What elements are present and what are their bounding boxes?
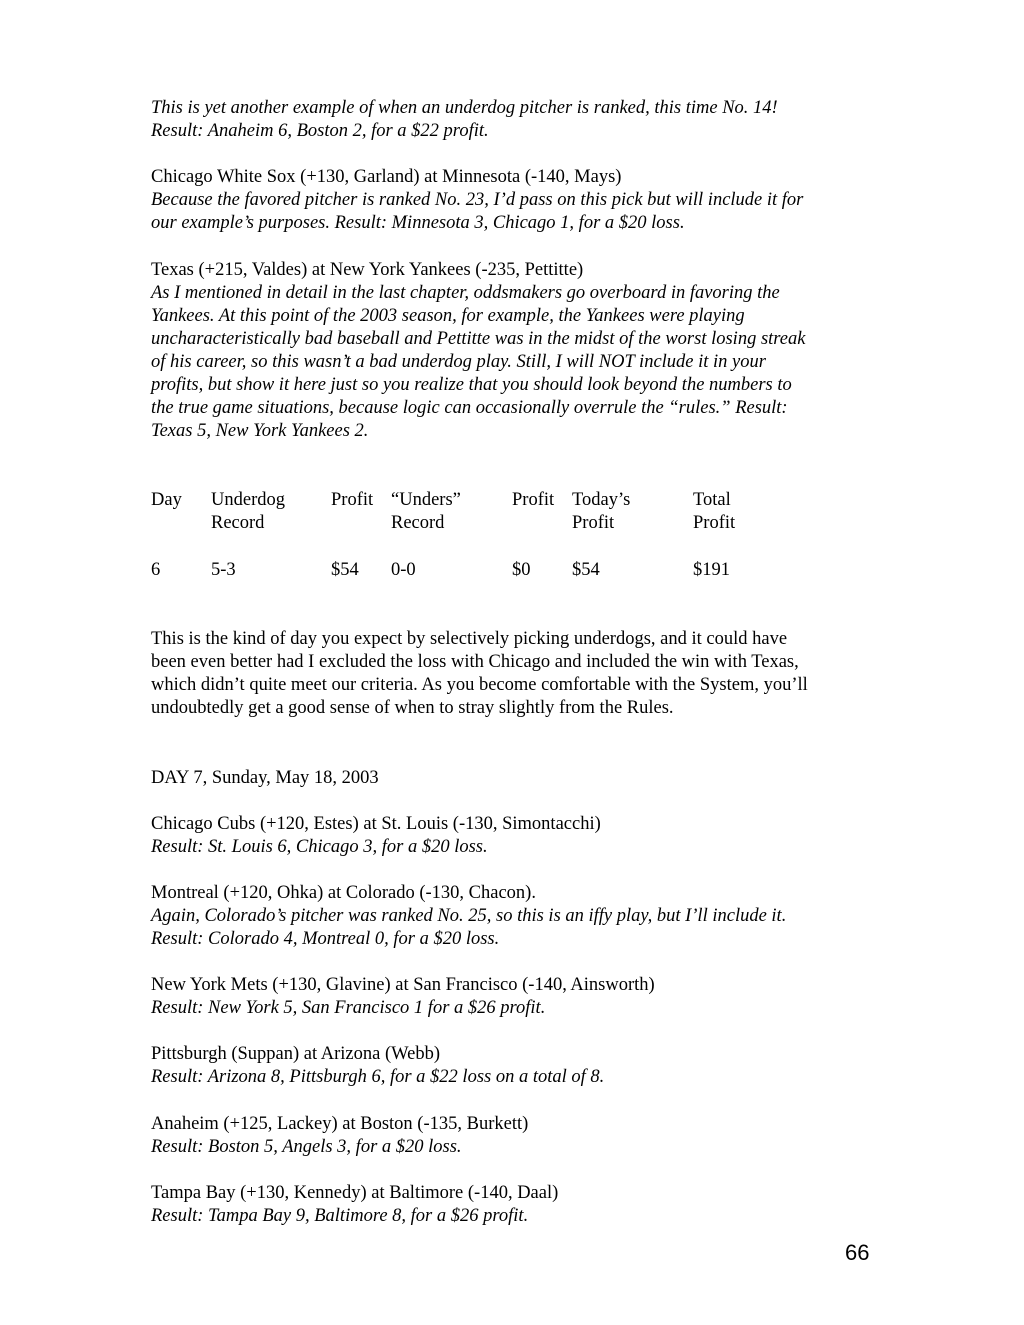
- table-cell-total-profit: $191: [693, 560, 730, 580]
- table-header-total-profit: Profit: [693, 513, 736, 533]
- game-note-line: our example’s purposes. Result: Minnesota 3, Chicago 1, for a $20 loss.: [151, 213, 685, 233]
- game-note-line: Again, Colorado’s pitcher was ranked No. 25, so this is an iffy play, but I’ll include it.: [151, 906, 787, 926]
- game-header: Tampa Bay (+130, Kennedy) at Baltimore (-140, Daal): [151, 1183, 559, 1203]
- game-result-line: Result: Arizona 8, Pittsburgh 6, for a $22 loss on a total of 8.: [151, 1067, 605, 1087]
- game-header: Pittsburgh (Suppan) at Arizona (Webb): [151, 1044, 440, 1064]
- table-header-unders-record: “Unders”: [391, 490, 461, 510]
- game-note-line: profits, but show it here just so you realize that you should look beyond the numbers to: [151, 375, 792, 395]
- game-header: Chicago Cubs (+120, Estes) at St. Louis (-130, Simontacchi): [151, 814, 601, 834]
- game-header: Anaheim (+125, Lackey) at Boston (-135, Burkett): [151, 1114, 529, 1134]
- game-note-line: uncharacteristically bad baseball and Pettitte was in the midst of the worst losing streak: [151, 329, 806, 349]
- game-note-line: Yankees. At this point of the 2003 season, for example, the Yankees were playing: [151, 306, 745, 326]
- game-note-line: Because the favored pitcher is ranked No. 23, I’d pass on this pick but will include it for: [151, 190, 804, 210]
- table-cell-profit: $54: [331, 560, 359, 580]
- game-result-line: Result: New York 5, San Francisco 1 for a $26 profit.: [151, 998, 546, 1018]
- game-note-line: the true game situations, because logic can occasionally overrule the “rules.” Result:: [151, 398, 788, 418]
- table-header-unders-record: Record: [391, 513, 445, 533]
- game-result-line: Result: Tampa Bay 9, Baltimore 8, for a $26 profit.: [151, 1206, 529, 1226]
- game-result-line: Result: Boston 5, Angels 3, for a $20 loss.: [151, 1137, 462, 1157]
- table-header-underdog-record: Record: [211, 513, 265, 533]
- example-note-line: This is yet another example of when an underdog pitcher is ranked, this time No. 14!: [151, 98, 778, 118]
- table-cell-unders-record: 0-0: [391, 560, 416, 580]
- summary-line: which didn’t quite meet our criteria. As you become comfortable with the System, you’ll: [151, 675, 808, 695]
- table-header-underdog-record: Underdog: [211, 490, 285, 510]
- game-result-line: Result: Colorado 4, Montreal 0, for a $20 loss.: [151, 929, 500, 949]
- game-result-line: Result: St. Louis 6, Chicago 3, for a $20 loss.: [151, 837, 488, 857]
- summary-line: This is the kind of day you expect by selectively picking underdogs, and it could have: [151, 629, 788, 649]
- example-result-line: Result: Anaheim 6, Boston 2, for a $22 profit.: [151, 121, 489, 141]
- game-header: Texas (+215, Valdes) at New York Yankees (-235, Pettitte): [151, 260, 584, 280]
- game-header: Chicago White Sox (+130, Garland) at Minnesota (-140, Mays): [151, 167, 622, 187]
- game-header: New York Mets (+130, Glavine) at San Francisco (-140, Ainsworth): [151, 975, 655, 995]
- game-note-line: of his career, so this wasn’t a bad underdog play. Still, I will NOT include it in your: [151, 352, 766, 372]
- table-header-profit: Profit: [512, 490, 555, 510]
- table-cell-todays-profit: $54: [572, 560, 600, 580]
- section-heading: DAY 7, Sunday, May 18, 2003: [151, 768, 379, 788]
- summary-line: been even better had I excluded the loss with Chicago and included the win with Texas,: [151, 652, 799, 672]
- table-header-profit: Profit: [331, 490, 374, 510]
- table-header-todays-profit: Profit: [572, 513, 615, 533]
- game-note-line: Texas 5, New York Yankees 2.: [151, 421, 369, 441]
- game-header: Montreal (+120, Ohka) at Colorado (-130, Chacon).: [151, 883, 536, 903]
- table-cell-unders-profit: $0: [512, 560, 531, 580]
- table-cell-underdog-record: 5-3: [211, 560, 236, 580]
- table-header-day: Day: [151, 490, 182, 510]
- game-note-line: As I mentioned in detail in the last chapter, oddsmakers go overboard in favoring the: [151, 283, 780, 303]
- table-header-todays-profit: Today’s: [572, 490, 631, 510]
- table-header-total-profit: Total: [693, 490, 731, 510]
- table-cell-day: 6: [151, 560, 161, 580]
- summary-line: undoubtedly get a good sense of when to stray slightly from the Rules.: [151, 698, 674, 718]
- page-number: 66: [845, 1240, 870, 1265]
